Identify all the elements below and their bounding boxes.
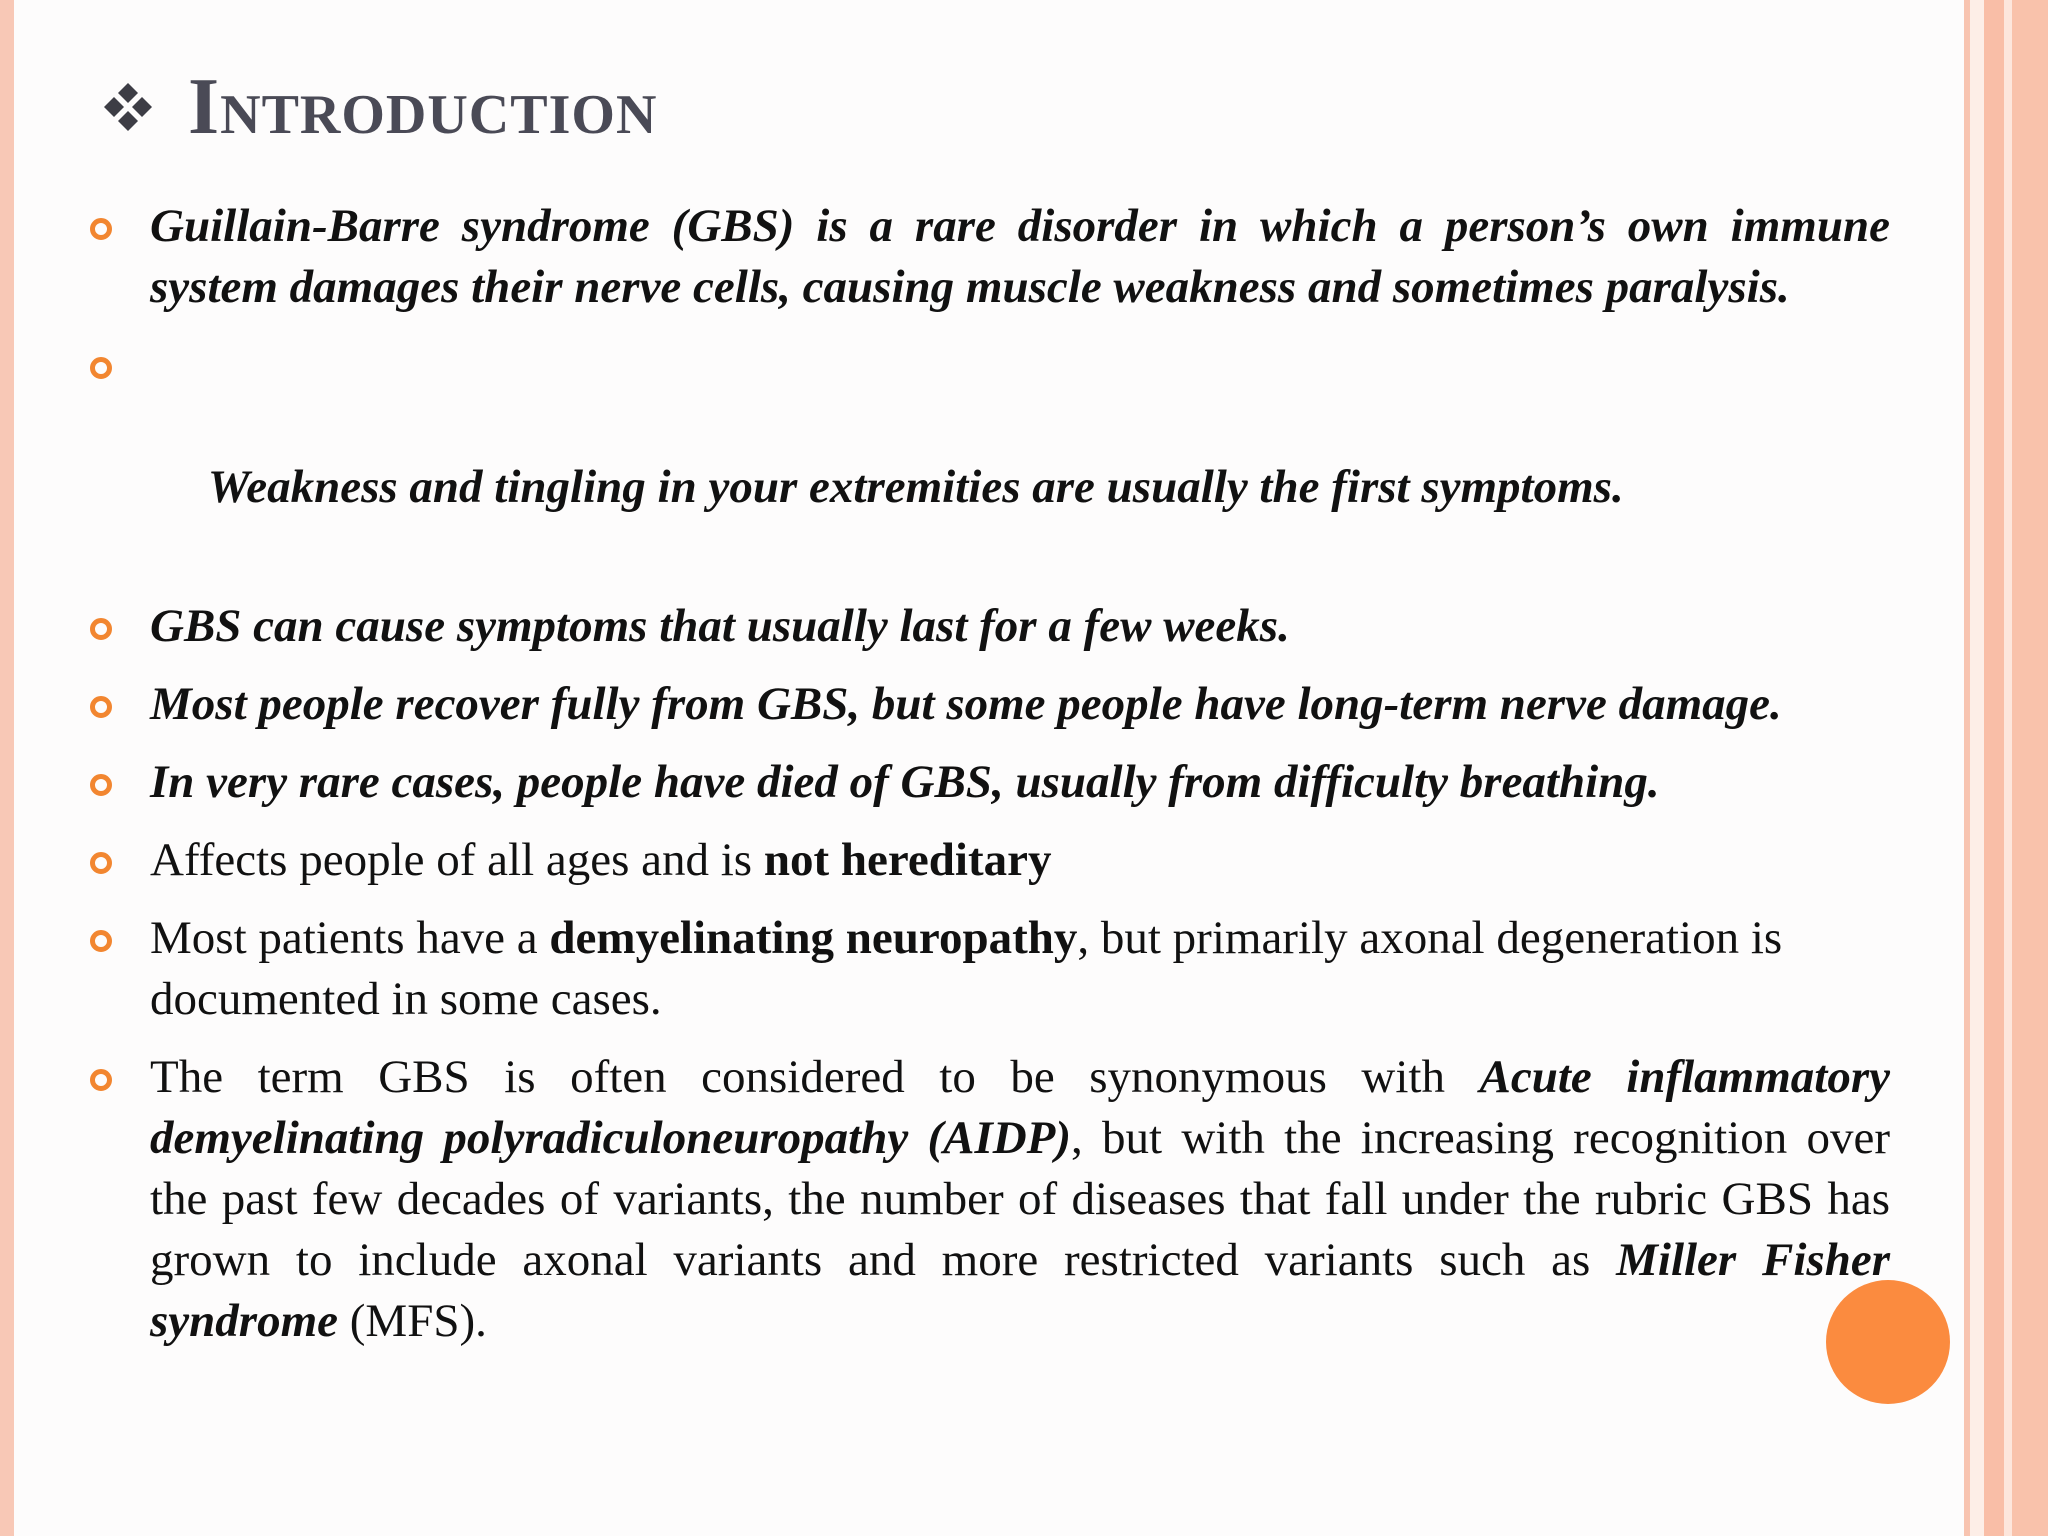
bullet-item [150, 596, 1890, 657]
right-border-stripe [2004, 0, 2012, 1536]
bullet-item [150, 908, 1890, 1030]
bullet-ring-icon [90, 774, 112, 796]
bullet-item [150, 752, 1890, 813]
slide-title-row [98, 62, 657, 152]
bullet-text: Most people recover fully from GBS, but some people have long-term nerve damage. [150, 678, 1782, 730]
bullet-text: Weakness and tingling in your extremities are usually the first symptoms. [197, 461, 1624, 513]
bullet-ring-icon [90, 696, 112, 718]
bullet-text: Affects people of all ages and is [150, 834, 764, 886]
bullet-text: Most patients have a [150, 912, 550, 964]
bullet-text: , but with the increasing recognition over the past few decades of variants, the number of diseases that fall under the rubric GBS has grown to include axonal variants and more restricted variants such as [150, 1112, 1890, 1286]
bullet-text: (MFS). [338, 1295, 487, 1347]
slide-title: Introduction [188, 62, 658, 151]
right-border-stripe [1970, 0, 1984, 1536]
bullet-bold-text: demyelinating neuropathy [549, 912, 1078, 964]
bullet-item [150, 196, 1890, 318]
decorative-orange-circle [1826, 1280, 1950, 1404]
bullet-list [150, 196, 1890, 1369]
bullet-item [150, 335, 1890, 579]
bullet-text: , but primarily axonal degeneration is documented in some cases. [150, 912, 1783, 1025]
bullet-ring-icon [90, 930, 112, 952]
bullet-bold-text: not hereditary [763, 834, 1052, 886]
bullet-text: The term GBS is often considered to be synonymous with [150, 1051, 1480, 1103]
bullet-ring-icon [90, 852, 112, 874]
right-border-stripe [2012, 0, 2048, 1536]
bullet-bold-italic-text: Acute inflammatory demyelinating polyradiculoneuropathy (AIDP) [150, 1051, 1891, 1164]
bullet-text: Guillain-Barre syndrome (GBS) is a rare disorder in which a person’s own immune system damages their nerve cells, causing muscle weakness and sometimes paralysis. [150, 200, 1890, 313]
bullet-bold-italic-text: Miller Fisher syndrome [150, 1234, 1890, 1347]
bullet-ring-icon [90, 218, 112, 240]
right-border-stripe [1984, 0, 2004, 1536]
bullet-text: In very rare cases, people have died of GBS, usually from difficulty breathing. [150, 756, 1660, 808]
four-diamond-bullet-icon [98, 77, 158, 137]
bullet-ring-icon [90, 1069, 112, 1091]
bullet-item [150, 1047, 1890, 1352]
bullet-text: GBS can cause symptoms that usually last for a few weeks. [150, 600, 1290, 652]
bullet-item [150, 830, 1890, 891]
bullet-ring-icon [90, 618, 112, 640]
bullet-ring-icon [90, 357, 112, 379]
left-border-decoration [0, 0, 14, 1536]
bullet-item [150, 674, 1890, 735]
